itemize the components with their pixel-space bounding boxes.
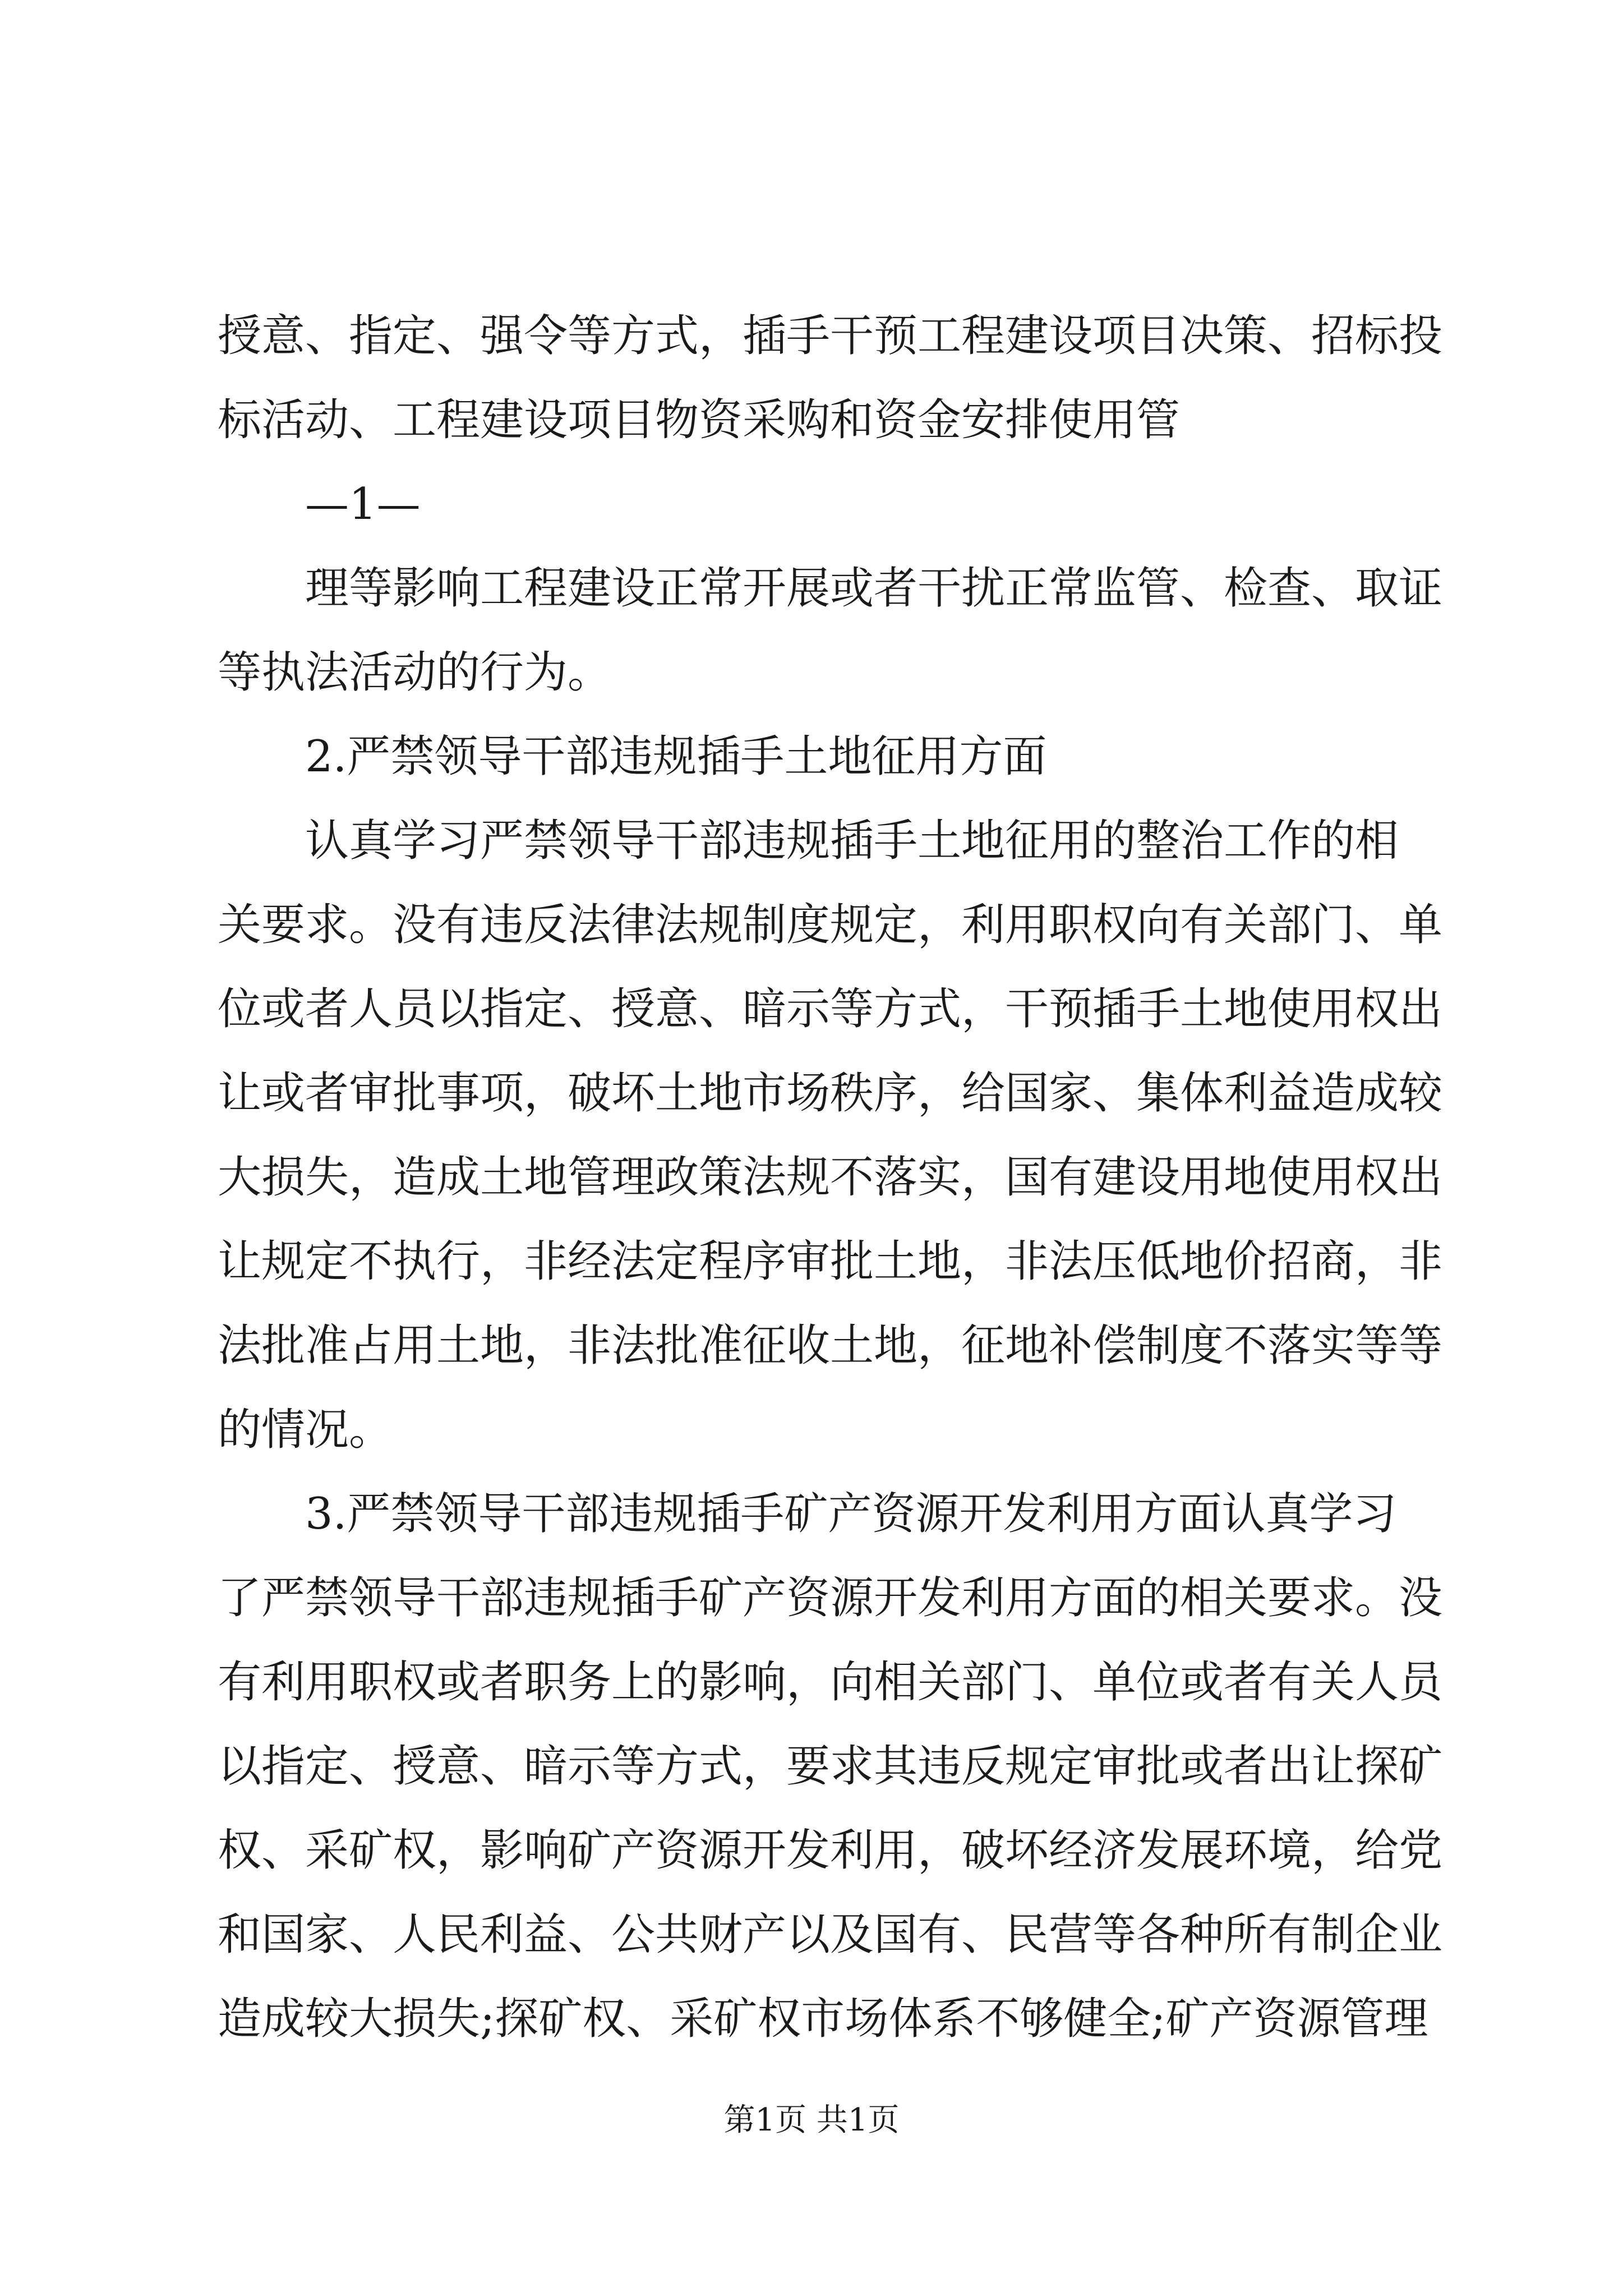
text-line: 大损失，造成土地管理政策法规不落实，国有建设用地使用权出 (218, 1152, 1443, 1203)
text-line: 位或者人员以指定、授意、暗示等方式，干预插手土地使用权出 (218, 984, 1443, 1034)
page-footer: 第1页 共1页 (723, 2102, 900, 2138)
text-line: 授意、指定、强令等方式，插手干预工程建设项目决策、招标投 (218, 311, 1443, 361)
text-line: 的情况。 (218, 1405, 393, 1455)
text-line: 等执法活动的行为。 (218, 647, 612, 698)
text-line: 让或者审批事项，破坏土地市场秩序，给国家、集体利益造成较 (218, 1068, 1443, 1119)
text-line: 法批准占用土地，非法批准征收土地，征地补偿制度不落实等等 (218, 1320, 1443, 1371)
text-line: 认真学习严禁领导干部违规插手土地征用的整治工作的相 (305, 816, 1399, 866)
text-line: 有利用职权或者职务上的影响，向相关部门、单位或者有关人员 (218, 1657, 1443, 1708)
page-marker: —1— (305, 479, 421, 530)
text-line: 造成较大损失;探矿权、采矿权市场体系不够健全;矿产资源管理 (218, 1994, 1428, 2044)
text-line: 了严禁领导干部违规插手矿产资源开发利用方面的相关要求。没 (218, 1573, 1443, 1623)
section-heading: 2.严禁领导干部违规插手土地征用方面 (305, 731, 1047, 782)
text-line: 权、采矿权，影响矿产资源开发利用，破坏经济发展环境，给党 (218, 1825, 1443, 1876)
text-line: 理等影响工程建设正常开展或者干扰正常监管、检查、取证 (305, 563, 1443, 614)
text-line: 以指定、授意、暗示等方式，要求其违反规定审批或者出让探矿 (218, 1741, 1443, 1792)
document-body (218, 294, 1443, 2061)
text-line: 让规定不执行，非经法定程序审批土地，非法压低地价招商，非 (218, 1236, 1443, 1287)
text-line: 和国家、人民利益、公共财产以及国有、民营等各种所有制企业 (218, 1910, 1443, 1960)
text-line: 标活动、工程建设项目物资采购和资金安排使用管 (218, 395, 1181, 445)
text-line: 3.严禁领导干部违规插手矿产资源开发利用方面认真学习 (305, 1489, 1397, 1539)
text-line: 关要求。没有违反法律法规制度规定，利用职权向有关部门、单 (218, 900, 1443, 950)
